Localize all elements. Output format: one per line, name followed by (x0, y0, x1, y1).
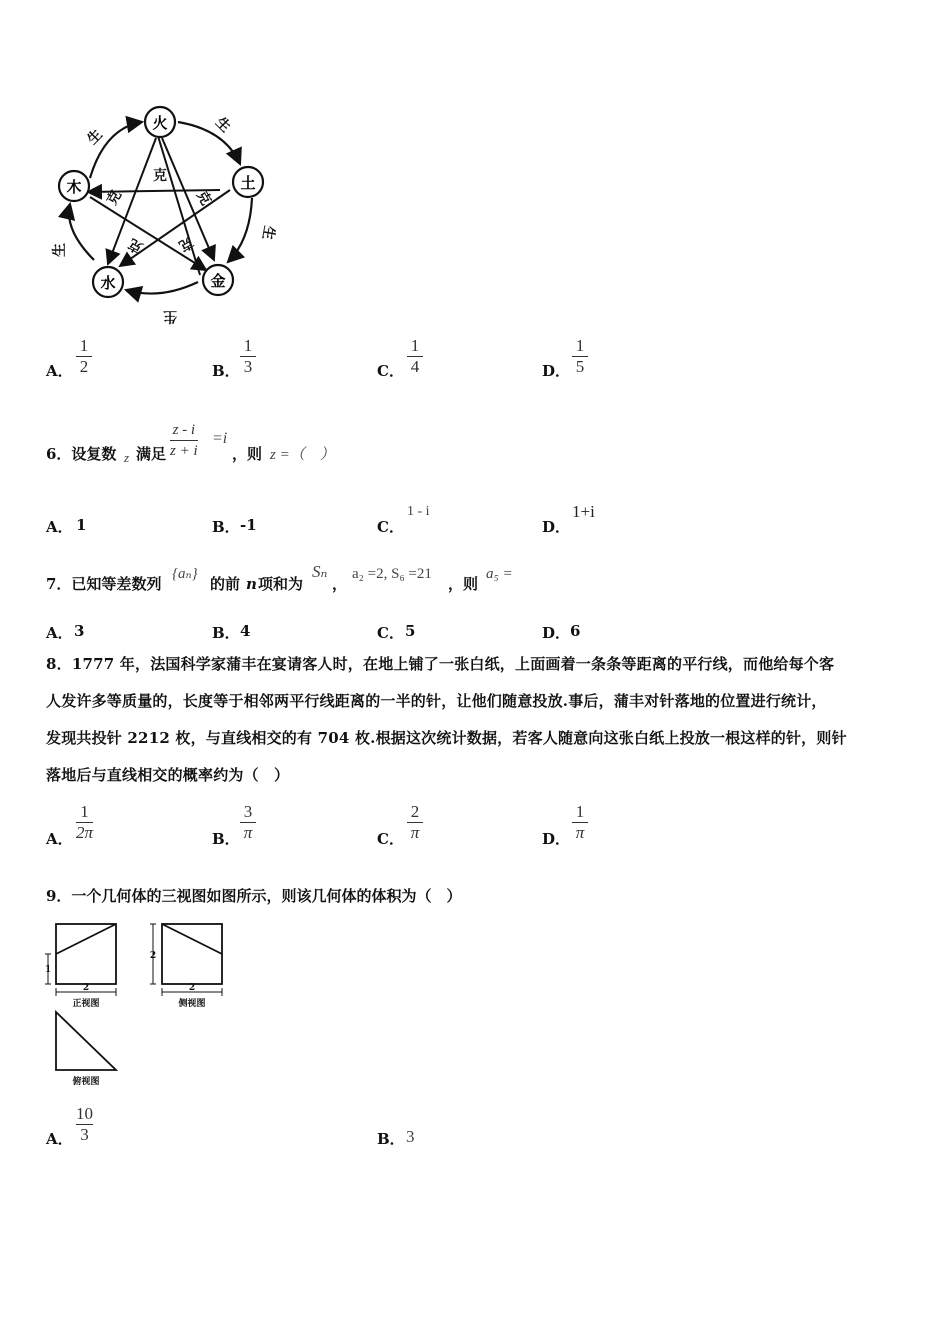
q6-tail: z =（ ） (270, 447, 335, 463)
ke-label: 克 (153, 168, 167, 184)
q7-ask: a₅ = (486, 566, 513, 582)
node-fire: 火 (152, 114, 168, 132)
ke-label: 克 (104, 187, 125, 209)
q8-option-b-fraction: 3 π (240, 802, 256, 843)
option-b-label[interactable]: B． (212, 362, 240, 380)
q8-option-c-fraction: 2 π (407, 802, 423, 843)
node-wood: 木 (66, 178, 82, 196)
q6-option-a[interactable]: A． (46, 518, 73, 536)
q8-option-b[interactable]: B． (212, 830, 240, 848)
q8-option-a[interactable]: A． (46, 830, 73, 848)
q8-line: 8．1777 年，法国科学家蒲丰在宴请客人时，在地上铺了一张白纸，上面画着一条条等距离的平行线，而他给每个客 (46, 655, 835, 673)
option-b-fraction: 1 3 (240, 336, 256, 377)
q7-option-d-value: 6 (570, 622, 581, 640)
side-width-label: 2 (188, 983, 196, 993)
q6-suffix: ，则 (232, 445, 263, 463)
five-elements-diagram (50, 100, 290, 330)
q8-line: 落地后与直线相交的概率约为（ ） (46, 766, 290, 784)
q8-option-a-fraction: 1 2π (76, 802, 94, 842)
front-view-caption: 正视图 (72, 999, 100, 1009)
q6-option-c-value: 1 - i (407, 504, 430, 519)
node-water: 水 (100, 274, 116, 292)
side-height-label: 2 (149, 951, 157, 961)
q7-option-d[interactable]: D． (542, 624, 571, 642)
option-d-fraction: 1 5 (572, 336, 588, 377)
front-height-label: 1 (44, 965, 52, 975)
q7-mid2: 项和为 (258, 575, 304, 593)
sheng-label: 生 (258, 224, 278, 241)
ke-label: 克 (125, 235, 147, 256)
sheng-label: 生 (212, 114, 234, 136)
q8-line: 发现共投针 2212 枚，与直线相交的有 704 枚.根据这次统计数据，若客人随意向这张白纸上投放一根这样的针，则针 (46, 729, 847, 747)
q6-var: z (124, 450, 130, 465)
q7-sn: Sₙ (312, 562, 328, 581)
q7-option-c[interactable]: C． (377, 624, 404, 642)
q8-stem (46, 646, 906, 794)
q6-prefix: 6．设复数 (46, 445, 117, 463)
q6-mid: 满足 (136, 445, 167, 463)
q9-stem: 9．一个几何体的三视图如图所示，则该几何体的体积为（ ） (46, 887, 462, 905)
q7-seq: {aₙ} (172, 566, 198, 582)
side-view-caption: 侧视图 (178, 999, 206, 1009)
option-c-fraction: 1 4 (407, 336, 423, 377)
q8-line: 人发许多等质量的，长度等于相邻两平行线距离的一半的针，让他们随意投放.事后，蒲丰对针落地的位置进行统计， (46, 692, 827, 710)
q7-comma: ， (332, 575, 348, 593)
q7-n: n (246, 575, 257, 593)
q9-option-b-value: 3 (406, 1127, 415, 1146)
q7-option-b[interactable]: B． (212, 624, 240, 642)
q9-option-b[interactable]: B． (377, 1130, 405, 1148)
q7-condition: a₂ =2, S₆ =21 (352, 566, 432, 582)
top-view-caption: 俯视图 (72, 1077, 100, 1087)
q8-option-d[interactable]: D． (542, 830, 571, 848)
option-c-label[interactable]: C． (377, 362, 404, 380)
q7-option-c-value: 5 (405, 622, 416, 640)
q7-mid3: ，则 (448, 575, 479, 593)
q7-mid1: 的前 (210, 575, 241, 593)
q6-option-d[interactable]: D． (542, 518, 571, 536)
q6-option-b-value: -1 (240, 516, 257, 534)
q8-option-d-fraction: 1 π (572, 802, 588, 843)
q6-eq: =i (212, 430, 228, 447)
three-views-diagram (40, 918, 240, 1088)
ke-label: 克 (175, 233, 197, 254)
node-metal: 金 (210, 272, 226, 290)
q6-fraction: z - i z + i (170, 422, 198, 459)
q6-option-c[interactable]: C． (377, 518, 404, 536)
front-width-label: 2 (82, 983, 90, 993)
q6-option-b[interactable]: B． (212, 518, 240, 536)
option-a-fraction: 1 2 (76, 336, 92, 377)
option-d-label[interactable]: D． (542, 362, 571, 380)
ke-label: 克 (193, 187, 214, 209)
q9-option-a[interactable]: A． (46, 1130, 73, 1148)
sheng-label: 生 (163, 308, 177, 324)
q9-option-a-fraction: 10 3 (76, 1104, 93, 1144)
q7-option-a[interactable]: A． (46, 624, 73, 642)
q6-option-a-value: 1 (76, 516, 87, 534)
sheng-label: 生 (52, 243, 68, 257)
q7-prefix: 7．已知等差数列 (46, 575, 162, 593)
q8-option-c[interactable]: C． (377, 830, 404, 848)
option-a-label[interactable]: A． (46, 362, 73, 380)
sheng-label: 生 (84, 126, 106, 148)
q7-option-b-value: 4 (240, 622, 251, 640)
q7-option-a-value: 3 (74, 622, 85, 640)
node-earth: 土 (240, 174, 256, 192)
q6-option-d-value: 1+i (572, 502, 595, 521)
